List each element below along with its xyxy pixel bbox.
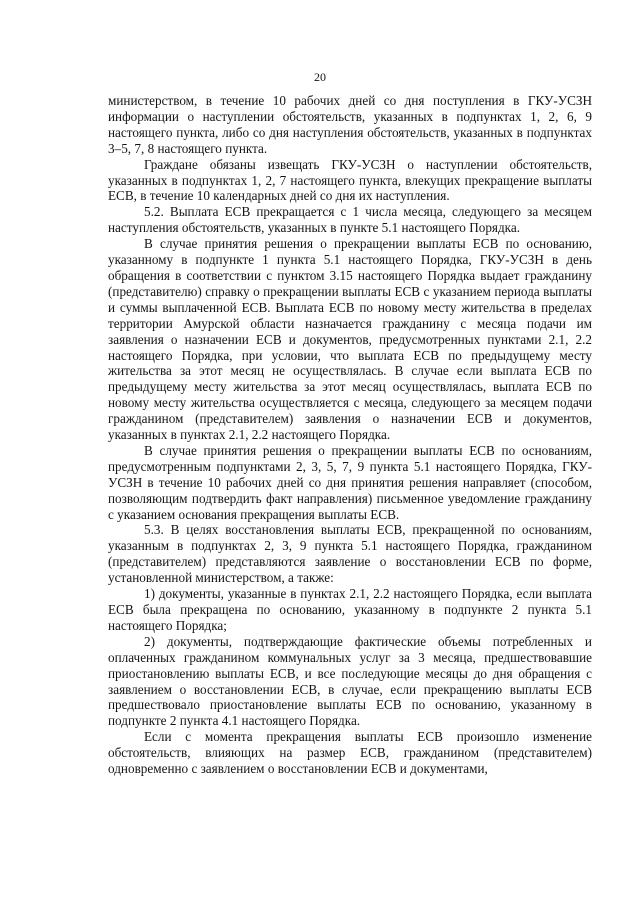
paragraph: 5.2. Выплата ЕСВ прекращается с 1 числа месяца, следующего за месяцем наступления обстоятельств, указанных в пункте 5.1 настоящего Порядка. [108, 204, 592, 236]
paragraph: 1) документы, указанные в пунктах 2.1, 2.2 настоящего Порядка, если выплата ЕСВ была прекращена по основанию, указанному в подпункте 2 пункта 5.1 настоящего Порядка; [108, 586, 592, 633]
document-body [108, 93, 592, 777]
paragraph: В случае принятия решения о прекращении выплаты ЕСВ по основанию, указанному в подпункте 1 пункта 5.1 настоящего Порядка, ГКУ-УСЗН в день обращения в соответствии с пунктом 3.15 настоящего Порядка выдает гражданину (представителю) справку о прекращении выплаты ЕСВ с указанием периода выплаты и суммы выплаченной ЕСВ. Выплата ЕСВ по новому месту жительства в пределах территории Амурской области назначается гражданину с месяца подачи им заявления о назначении ЕСВ и документов, предусмотренных пунктами 2.1, 2.2 настоящего Порядка, при условии, что выплата ЕСВ по предыдущему месту жительства за этот месяц не осуществлялась. В случае если выплата ЕСВ по предыдущему месту жительства за этот месяц осуществлялась, выплата ЕСВ по новому месту жительства осуществляется с месяца, следующего за месяцем подачи гражданином (представителем) заявления о назначении ЕСВ и документов, указанных в пунктах 2.1, 2.2 настоящего Порядка. [108, 236, 592, 443]
paragraph: В случае принятия решения о прекращении выплаты ЕСВ по основаниям, предусмотренным подпунктами 2, 3, 5, 7, 9 пункта 5.1 настоящего Порядка, ГКУ-УСЗН в течение 10 рабочих дней со дня принятия решения направляет (способом, позволяющим подтвердить факт направления) письменное уведомление гражданину с указанием основания прекращения выплаты ЕСВ. [108, 442, 592, 522]
paragraph: министерством, в течение 10 рабочих дней со дня поступления в ГКУ-УСЗН информации о наступлении обстоятельств, указанных в подпунктах 1, 2, 6, 9 настоящего пункта, либо со дня наступления обстоятельств, указанных в подпунктах 3–5, 7, 8 настоящего пункта. [108, 93, 592, 156]
page-number: 20 [314, 70, 326, 84]
paragraph: 5.3. В целях восстановления выплаты ЕСВ, прекращенной по основаниям, указанным в подпунктах 2, 3, 9 пункта 5.1 настоящего Порядка, гражданином (представителем) представляются заявление о восстановлении ЕСВ по форме, установленной министерством, а также: [108, 522, 592, 586]
paragraph: Если с момента прекращения выплаты ЕСВ произошло изменение обстоятельств, влияющих на размер ЕСВ, гражданином (представителем) одновременно с заявлением о восстановлении ЕСВ и документами, [108, 729, 592, 777]
paragraph: 2) документы, подтверждающие фактические объемы потребленных и оплаченных гражданином коммунальных услуг за 3 месяца, предшествовавшие приостановлению выплаты ЕСВ, и все последующие месяцы до дня обращения с заявлением о восстановлении ЕСВ, в случае, если прекращению выплаты ЕСВ предшествовало приостановление выплаты ЕСВ по основанию, указанному в подпункте 2 пункта 4.1 настоящего Порядка. [108, 633, 592, 729]
paragraph: Граждане обязаны извещать ГКУ-УСЗН о наступлении обстоятельств, указанных в подпунктах 1, 2, 7 настоящего пункта, влекущих прекращение выплаты ЕСВ, в течение 10 календарных дней со дня их наступления. [108, 156, 592, 204]
